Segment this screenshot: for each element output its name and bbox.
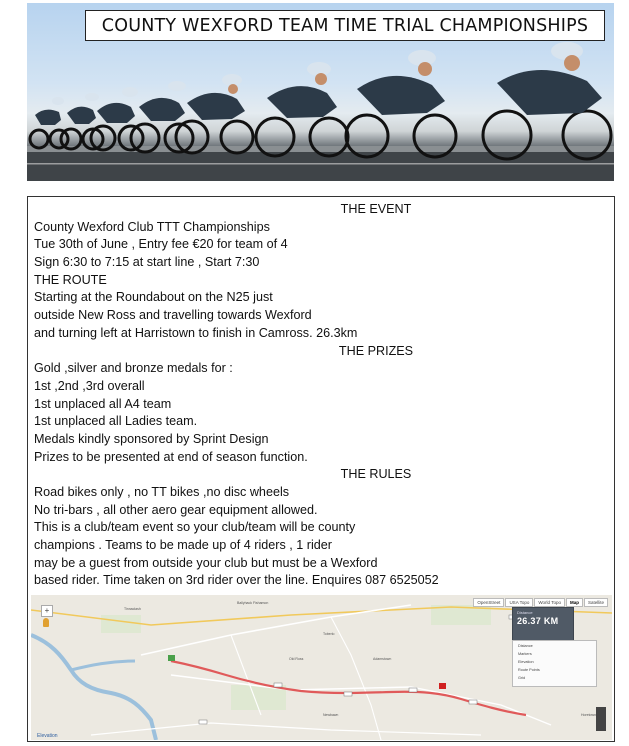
event-line: champions . Teams to be made up of 4 riders , 1 rider — [34, 538, 332, 553]
elevation-link[interactable]: Elevation — [37, 733, 58, 739]
map-legend-panel — [512, 640, 597, 687]
legend-item[interactable]: Markers — [518, 652, 532, 656]
event-line: THE RULES — [340, 467, 412, 482]
event-line: Tue 30th of June , Entry fee €20 for team of 4 — [34, 237, 288, 252]
map-tab[interactable]: OpenStreet — [473, 598, 504, 607]
distance-label: Distance — [517, 610, 533, 615]
event-line: County Wexford Club TTT Championships — [34, 219, 270, 234]
event-line: THE EVENT — [340, 202, 412, 216]
zoom-plus-icon[interactable]: + — [41, 605, 53, 617]
legend-item[interactable]: Elevation — [518, 660, 534, 664]
event-line: No tri-bars , all other aero gear equipment allowed. — [34, 502, 318, 517]
event-line: outside New Ross and travelling towards Wexford — [34, 308, 312, 323]
event-details-box — [27, 196, 615, 742]
map-tab[interactable]: USA Topo — [505, 598, 533, 607]
legend-item[interactable]: Distance — [518, 644, 533, 648]
header-photo — [27, 3, 614, 181]
event-line: This is a club/team event so your club/team will be county — [34, 520, 356, 535]
event-line: THE PRIZES — [338, 343, 414, 358]
event-line: may be a guest from outside your club but must be a Wexford — [34, 555, 378, 570]
map-type-tabs — [473, 598, 608, 607]
support-tab[interactable] — [596, 707, 606, 731]
legend-item[interactable]: Grid — [518, 676, 526, 680]
event-line: 1st ,2nd ,3rd overall — [34, 378, 145, 393]
end-marker-icon[interactable] — [439, 683, 446, 689]
event-line: based rider. Time taken on 3rd rider over the line. Enquires 087 6525052 — [34, 573, 439, 588]
event-text — [34, 201, 608, 590]
event-line: Medals kindly sponsored by Sprint Design — [34, 431, 269, 446]
map-tab[interactable]: Satellite — [584, 598, 608, 607]
event-line: Gold ,silver and bronze medals for : — [34, 361, 233, 376]
pegman-icon[interactable] — [43, 618, 49, 627]
event-line: 1st unplaced all Ladies team. — [34, 414, 198, 429]
page-title: COUNTY WEXFORD TEAM TIME TRIAL CHAMPIONSHIPS — [85, 10, 605, 41]
map-tab[interactable]: Map — [566, 598, 583, 607]
start-marker-icon[interactable] — [168, 655, 175, 661]
event-line: Sign 6:30 to 7:15 at start line , Start 7:30 — [34, 255, 260, 270]
event-line: Road bikes only , no TT bikes ,no disc wheels — [34, 485, 290, 499]
event-line: and turning left at Harristown to finish in Camross. 26.3km — [34, 325, 358, 340]
event-line: THE ROUTE — [34, 272, 107, 287]
map-tab[interactable]: World Topo — [534, 598, 565, 607]
event-line: Prizes to be presented at end of season function. — [34, 449, 308, 464]
distance-value: 26.37 KM — [517, 616, 559, 626]
route-map[interactable]: Tinnaclash Ballyhack Fishamon Toberlo Old Ross Adamstown Newbawn Horetown OpenStreet USA Topo World Topo Map Satellite + Distance 26.37 KM Distance Markers Elevation Route Points Grid Elevation — [31, 595, 612, 740]
legend-item[interactable]: Route Points — [518, 668, 540, 672]
event-line: Starting at the Roundabout on the N25 just — [34, 290, 273, 305]
event-line: 1st unplaced all A4 team — [34, 396, 172, 411]
